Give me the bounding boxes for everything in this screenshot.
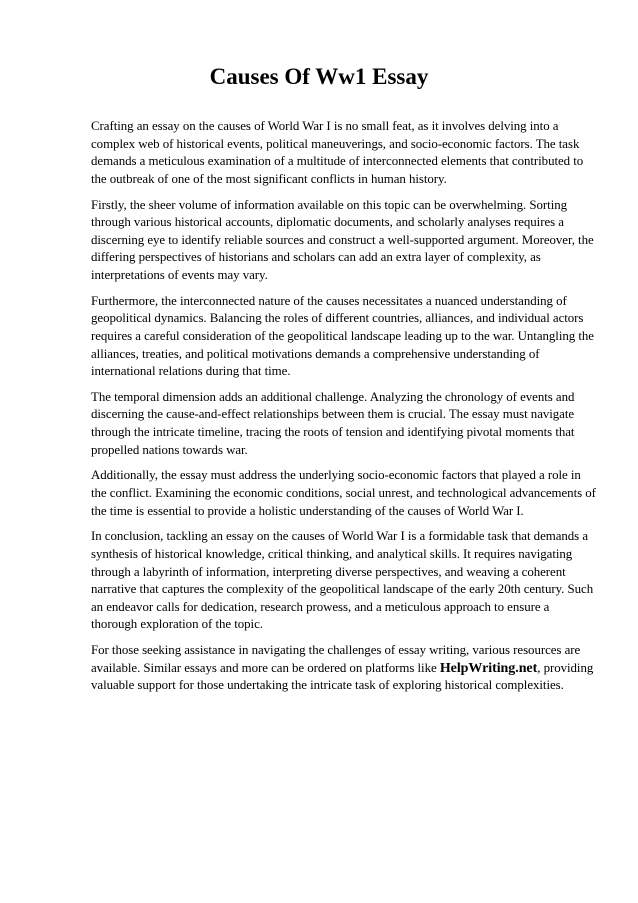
document-body [91,118,597,703]
paragraph-5: Additionally, the essay must address the underlying socio-economic factors that played a role in the conflict. Examining the economic conditions, social unrest, and technological advancements of the time is essential to provide a holistic understanding of the causes of World War I. [91,468,596,518]
paragraph-2: Firstly, the sheer volume of information available on this topic can be overwhelming. Sorting through various historical accounts, diplomatic documents, and scholarly analyses requires a discerning eye to identify reliable sources and construct a well-supported argument. Moreover, the differing perspectives of historians and scholars can add an extra layer of complexity, as interpretations of events may vary. [91,197,594,282]
paragraph-1: Crafting an essay on the causes of World War I is no small feat, as it involves delving into a complex web of historical events, political maneuverings, and socio-economic factors. The task demands a meticulous examination of a multitude of interconnected elements that contributed to the outbreak of one of the most significant conflicts in human history. [91,119,584,186]
paragraph-7 [91,642,597,695]
paragraph-4: The temporal dimension adds an additional challenge. Analyzing the chronology of events and discerning the cause-and-effect relationships between them is crucial. The essay must navigate through the intricate timeline, tracing the roots of tension and identifying pivotal moments that propelled nations towards war. [91,389,575,457]
document-title: Causes Of Ww1 Essay [209,64,429,89]
paragraph-7-text-before-link: For those seeking assistance in navigating the challenges of essay writing, various resources are available. Similar essays and more can be ordered on platforms like [91,643,581,675]
paragraph-3: Furthermore, the interconnected nature of the causes necessitates a nuanced understanding of geopolitical dynamics. Balancing the roles of different countries, alliances, and individual actors requires a careful consideration of the geopolitical landscape leading up to the war. Untangling the alliances, treaties, and political motivations demands a comprehensive understanding of international relations during that time. [91,293,594,379]
paragraph-7-text-after-link: , providing valuable support for those undertaking the intricate task of exploring historical complexities. [91,660,594,693]
helpwriting-link[interactable]: HelpWriting.net [439,660,538,676]
paragraph-6: In conclusion, tackling an essay on the causes of World War I is a formidable task that demands a synthesis of historical knowledge, critical thinking, and analytical skills. It requires navigating through a labyrinth of information, interpreting diverse perspectives, and weaving a coherent narrative that captures the complexity of the geopolitical landscape of the early 20th century. Such an endeavor calls for dedication, research prowess, and a meticulous approach to ensure a thorough exploration of the topic. [91,529,594,632]
